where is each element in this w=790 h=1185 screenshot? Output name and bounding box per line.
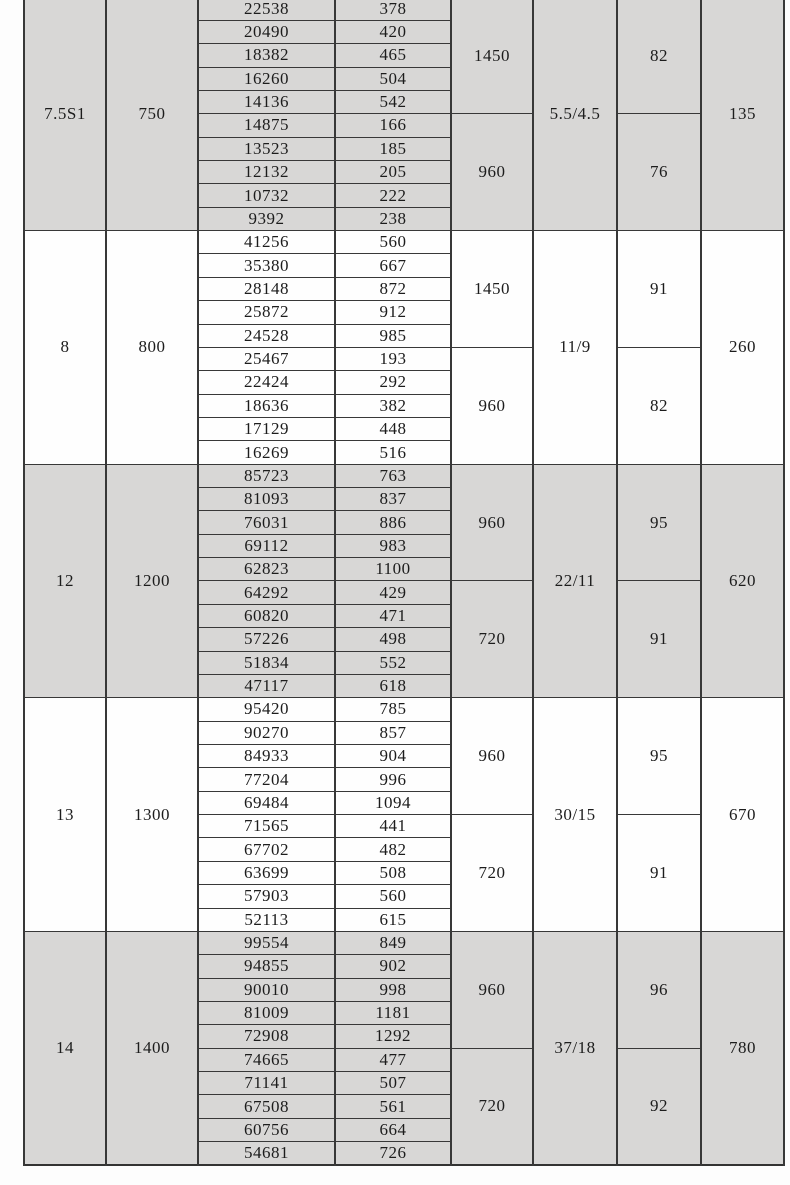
speed-cell: 960 xyxy=(451,698,533,815)
diameter-cell: 750 xyxy=(106,0,198,231)
pressure-cell: 552 xyxy=(335,651,451,674)
table-row xyxy=(24,231,784,254)
pressure-cell: 382 xyxy=(335,394,451,417)
pressure-cell: 857 xyxy=(335,721,451,744)
flow-cell: 81009 xyxy=(198,1001,335,1024)
spec-table xyxy=(23,0,785,1166)
pressure-cell: 560 xyxy=(335,231,451,254)
pressure-cell: 477 xyxy=(335,1048,451,1071)
pressure-cell: 429 xyxy=(335,581,451,604)
flow-cell: 71141 xyxy=(198,1072,335,1095)
flow-cell: 60820 xyxy=(198,604,335,627)
pressure-cell: 448 xyxy=(335,417,451,440)
flow-cell: 52113 xyxy=(198,908,335,931)
flow-cell: 71565 xyxy=(198,815,335,838)
flow-cell: 13523 xyxy=(198,137,335,160)
flow-cell: 67508 xyxy=(198,1095,335,1118)
pressure-cell: 998 xyxy=(335,978,451,1001)
flow-cell: 67702 xyxy=(198,838,335,861)
pressure-cell: 193 xyxy=(335,347,451,370)
noise-cell: 96 xyxy=(617,931,701,1048)
flow-cell: 35380 xyxy=(198,254,335,277)
speed-cell: 960 xyxy=(451,464,533,581)
flow-cell: 90010 xyxy=(198,978,335,1001)
flow-cell: 99554 xyxy=(198,931,335,954)
pressure-cell: 292 xyxy=(335,371,451,394)
power-cell: 30/15 xyxy=(533,698,617,932)
pressure-cell: 1181 xyxy=(335,1001,451,1024)
table-row xyxy=(24,698,784,721)
pressure-cell: 185 xyxy=(335,137,451,160)
flow-cell: 63699 xyxy=(198,861,335,884)
pressure-cell: 1100 xyxy=(335,558,451,581)
pressure-cell: 904 xyxy=(335,745,451,768)
power-cell: 5.5/4.5 xyxy=(533,0,617,231)
pressure-cell: 504 xyxy=(335,67,451,90)
flow-cell: 84933 xyxy=(198,745,335,768)
diameter-cell: 1400 xyxy=(106,931,198,1165)
spec-table-container xyxy=(23,0,785,1166)
flow-cell: 57903 xyxy=(198,885,335,908)
pressure-cell: 508 xyxy=(335,861,451,884)
pressure-cell: 664 xyxy=(335,1118,451,1141)
flow-cell: 57226 xyxy=(198,628,335,651)
speed-cell: 960 xyxy=(451,931,533,1048)
pressure-cell: 205 xyxy=(335,161,451,184)
power-cell: 11/9 xyxy=(533,231,617,465)
pressure-cell: 763 xyxy=(335,464,451,487)
noise-cell: 82 xyxy=(617,347,701,464)
noise-cell: 82 xyxy=(617,0,701,114)
flow-cell: 77204 xyxy=(198,768,335,791)
flow-cell: 60756 xyxy=(198,1118,335,1141)
diameter-cell: 1200 xyxy=(106,464,198,698)
pressure-cell: 378 xyxy=(335,0,451,20)
pressure-cell: 420 xyxy=(335,20,451,43)
pressure-cell: 985 xyxy=(335,324,451,347)
flow-cell: 25467 xyxy=(198,347,335,370)
noise-cell: 91 xyxy=(617,815,701,932)
noise-cell: 91 xyxy=(617,581,701,698)
flow-cell: 17129 xyxy=(198,417,335,440)
pressure-cell: 516 xyxy=(335,441,451,464)
flow-cell: 54681 xyxy=(198,1142,335,1165)
flow-cell: 95420 xyxy=(198,698,335,721)
flow-cell: 69112 xyxy=(198,534,335,557)
pressure-cell: 849 xyxy=(335,931,451,954)
pressure-cell: 482 xyxy=(335,838,451,861)
table-row xyxy=(24,931,784,954)
noise-cell: 92 xyxy=(617,1048,701,1165)
power-cell: 22/11 xyxy=(533,464,617,698)
flow-cell: 22424 xyxy=(198,371,335,394)
weight-cell: 135 xyxy=(701,0,784,231)
model-cell: 8 xyxy=(24,231,106,465)
pressure-cell: 618 xyxy=(335,674,451,697)
speed-cell: 720 xyxy=(451,1048,533,1165)
diameter-cell: 1300 xyxy=(106,698,198,932)
model-cell: 13 xyxy=(24,698,106,932)
weight-cell: 620 xyxy=(701,464,784,698)
flow-cell: 18636 xyxy=(198,394,335,417)
pressure-cell: 222 xyxy=(335,184,451,207)
pressure-cell: 1094 xyxy=(335,791,451,814)
flow-cell: 14875 xyxy=(198,114,335,137)
pressure-cell: 726 xyxy=(335,1142,451,1165)
flow-cell: 72908 xyxy=(198,1025,335,1048)
flow-cell: 51834 xyxy=(198,651,335,674)
pressure-cell: 542 xyxy=(335,90,451,113)
pressure-cell: 560 xyxy=(335,885,451,908)
power-cell: 37/18 xyxy=(533,931,617,1165)
diameter-cell: 800 xyxy=(106,231,198,465)
flow-cell: 18382 xyxy=(198,44,335,67)
pressure-cell: 561 xyxy=(335,1095,451,1118)
pressure-cell: 166 xyxy=(335,114,451,137)
pressure-cell: 465 xyxy=(335,44,451,67)
pressure-cell: 507 xyxy=(335,1072,451,1095)
pressure-cell: 471 xyxy=(335,604,451,627)
speed-cell: 960 xyxy=(451,114,533,231)
pressure-cell: 441 xyxy=(335,815,451,838)
flow-cell: 12132 xyxy=(198,161,335,184)
pressure-cell: 886 xyxy=(335,511,451,534)
pressure-cell: 667 xyxy=(335,254,451,277)
speed-cell: 960 xyxy=(451,347,533,464)
noise-cell: 95 xyxy=(617,464,701,581)
pressure-cell: 983 xyxy=(335,534,451,557)
flow-cell: 69484 xyxy=(198,791,335,814)
pressure-cell: 238 xyxy=(335,207,451,230)
flow-cell: 16269 xyxy=(198,441,335,464)
flow-cell: 25872 xyxy=(198,301,335,324)
flow-cell: 81093 xyxy=(198,488,335,511)
model-cell: 7.5S1 xyxy=(24,0,106,231)
flow-cell: 10732 xyxy=(198,184,335,207)
table-row xyxy=(24,0,784,20)
flow-cell: 76031 xyxy=(198,511,335,534)
pressure-cell: 615 xyxy=(335,908,451,931)
weight-cell: 260 xyxy=(701,231,784,465)
pressure-cell: 996 xyxy=(335,768,451,791)
flow-cell: 94855 xyxy=(198,955,335,978)
pressure-cell: 902 xyxy=(335,955,451,978)
pressure-cell: 837 xyxy=(335,488,451,511)
speed-cell: 1450 xyxy=(451,0,533,114)
noise-cell: 91 xyxy=(617,231,701,348)
model-cell: 14 xyxy=(24,931,106,1165)
speed-cell: 720 xyxy=(451,815,533,932)
flow-cell: 64292 xyxy=(198,581,335,604)
flow-cell: 24528 xyxy=(198,324,335,347)
flow-cell: 22538 xyxy=(198,0,335,20)
speed-cell: 1450 xyxy=(451,231,533,348)
flow-cell: 85723 xyxy=(198,464,335,487)
flow-cell: 74665 xyxy=(198,1048,335,1071)
flow-cell: 90270 xyxy=(198,721,335,744)
pressure-cell: 498 xyxy=(335,628,451,651)
pressure-cell: 872 xyxy=(335,277,451,300)
flow-cell: 28148 xyxy=(198,277,335,300)
speed-cell: 720 xyxy=(451,581,533,698)
flow-cell: 62823 xyxy=(198,558,335,581)
noise-cell: 95 xyxy=(617,698,701,815)
pressure-cell: 1292 xyxy=(335,1025,451,1048)
flow-cell: 41256 xyxy=(198,231,335,254)
model-cell: 12 xyxy=(24,464,106,698)
flow-cell: 47117 xyxy=(198,674,335,697)
pressure-cell: 912 xyxy=(335,301,451,324)
weight-cell: 780 xyxy=(701,931,784,1165)
flow-cell: 9392 xyxy=(198,207,335,230)
spec-table-body xyxy=(24,0,784,1165)
flow-cell: 16260 xyxy=(198,67,335,90)
weight-cell: 670 xyxy=(701,698,784,932)
flow-cell: 20490 xyxy=(198,20,335,43)
table-row xyxy=(24,464,784,487)
pressure-cell: 785 xyxy=(335,698,451,721)
flow-cell: 14136 xyxy=(198,90,335,113)
noise-cell: 76 xyxy=(617,114,701,231)
